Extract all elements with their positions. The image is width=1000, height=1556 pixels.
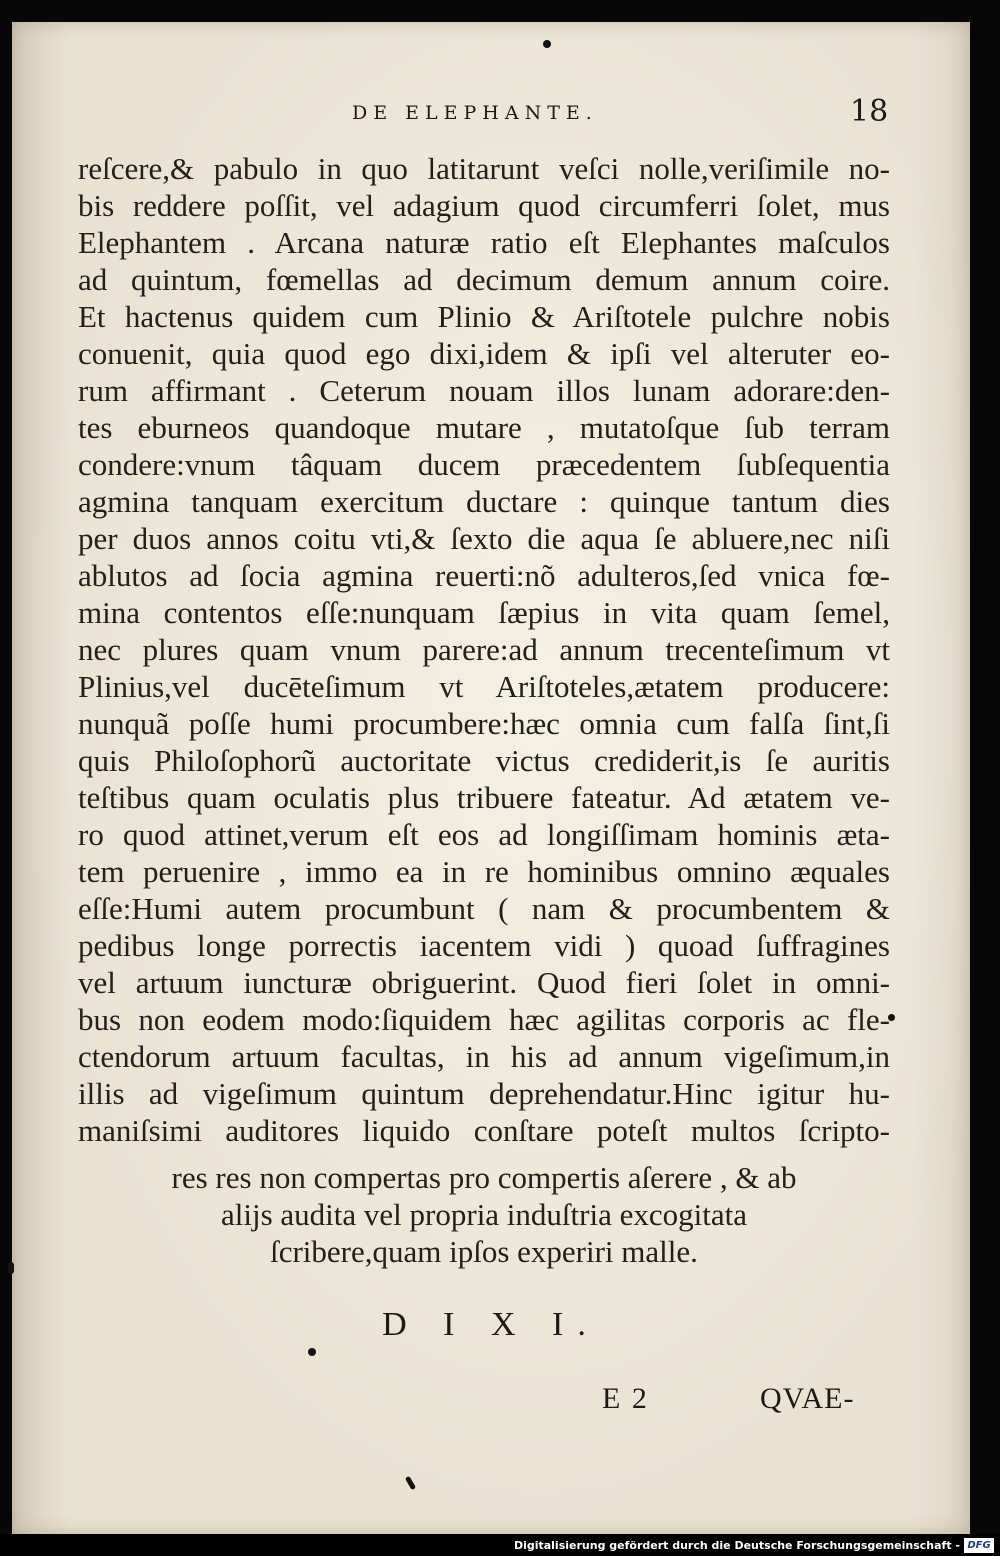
- footer-bar: [0, 1534, 1000, 1556]
- text-line: bis reddere poſſit, vel adagium quod circumferri ſolet, mus: [78, 188, 890, 223]
- text-line: vel artuum iuncturæ obriguerint. Quod fieri ſolet in omni-: [78, 965, 890, 1000]
- text-line: conuenit, quia quod ego dixi,idem & ipſi vel alteruter eo-: [78, 336, 890, 371]
- text-line: quis Philoſophorũ auctoritate victus crediderit,is ſe auritis: [78, 743, 890, 778]
- tail-line: res res non compertas pro compertis aſerere , & ab: [171, 1160, 797, 1195]
- catchword: QVAE-: [760, 1382, 855, 1415]
- tail-line: ſcribere,quam ipſos experiri malle.: [270, 1234, 698, 1269]
- ink-mark-left-margin: [8, 1262, 14, 1274]
- text-line: illis ad vigeſimum quintum deprehendatur.Hinc igitur hu-: [78, 1076, 890, 1111]
- ink-mark-bottom: [405, 1476, 416, 1491]
- text-line: ctendorum artuum facultas, in his ad annum vigeſimum,in: [78, 1039, 890, 1074]
- book-page: [12, 22, 970, 1534]
- text-line: tem peruenire , immo ea in re hominibus omnino æquales: [78, 854, 890, 889]
- ink-dot-top: [543, 40, 551, 48]
- dfg-logo-icon: DFG: [964, 1538, 994, 1553]
- text-line: reſcere,& pabulo in quo latitarunt veſci nolle,veriſimile no-: [78, 151, 890, 186]
- body-text: [78, 150, 890, 1149]
- text-line: ro quod attinet,verum eſt eos ad longiſſimam hominis æta-: [78, 817, 890, 852]
- running-head: DE ELEPHANTE.: [352, 102, 598, 124]
- footer-credit: Digitalisierung gefördert durch die Deutsche Forschungsgemeinschaft -: [513, 1539, 960, 1552]
- text-line: Elephantem . Arcana naturæ ratio eſt Elephantes maſculos: [78, 225, 890, 260]
- page-header: [12, 94, 970, 144]
- text-line: condere:vnum tâquam ducem præcedentem ſubſequentia: [78, 447, 890, 482]
- text-line: mina contentos eſſe:nunquam ſæpius in vita quam ſemel,: [78, 595, 890, 630]
- tail-line: alijs audita vel propria induſtria excogitata: [221, 1197, 747, 1232]
- closing-word: D I X I.: [382, 1306, 600, 1343]
- text-line: rum affirmant . Ceterum nouam illos lunam adorare:den-: [78, 373, 890, 408]
- ink-dot-lower-left: [308, 1348, 316, 1356]
- text-line: per duos annos coitu vti,& ſexto die aqua ſe abluere,nec niſi: [78, 521, 890, 556]
- page-number: 18: [850, 94, 889, 129]
- text-line: agmina tanquam exercitum ductare : quinque tantum dies: [78, 484, 890, 519]
- closing-paragraph: [78, 1159, 890, 1270]
- text-line: bus non eodem modo:ſiquidem hæc agilitas corporis ac fle-: [78, 1002, 890, 1037]
- text-line: nec plures quam vnum parere:ad annum trecenteſimum vt: [78, 632, 890, 667]
- text-line: pedibus longe porrectis iacentem vidi ) quoad ſuffragines: [78, 928, 890, 963]
- text-line: maniſsimi auditores liquido conſtare poteſt multos ſcripto-: [78, 1113, 890, 1148]
- text-line: ad quintum, fœmellas ad decimum demum annum coire.: [78, 262, 890, 297]
- text-line: teſtibus quam oculatis plus tribuere fateatur. Ad ætatem ve-: [78, 780, 890, 815]
- text-line: eſſe:Humi autem procumbunt ( nam & procumbentem &: [78, 891, 890, 926]
- text-line: Plinius,vel ducēteſimum vt Ariſtoteles,ætatem producere:: [78, 669, 890, 704]
- text-line: ablutos ad ſocia agmina reuerti:nõ adulteros,ſed vnica fœ-: [78, 558, 890, 593]
- signature-mark: E 2: [602, 1382, 649, 1415]
- text-line: Et hactenus quidem cum Plinio & Ariſtotele pulchre nobis: [78, 299, 890, 334]
- text-line: nunquã poſſe humi procumbere:hæc omnia cum falſa ſint,ſi: [78, 706, 890, 741]
- text-line: tes eburneos quandoque mutare , mutatoſque ſub terram: [78, 410, 890, 445]
